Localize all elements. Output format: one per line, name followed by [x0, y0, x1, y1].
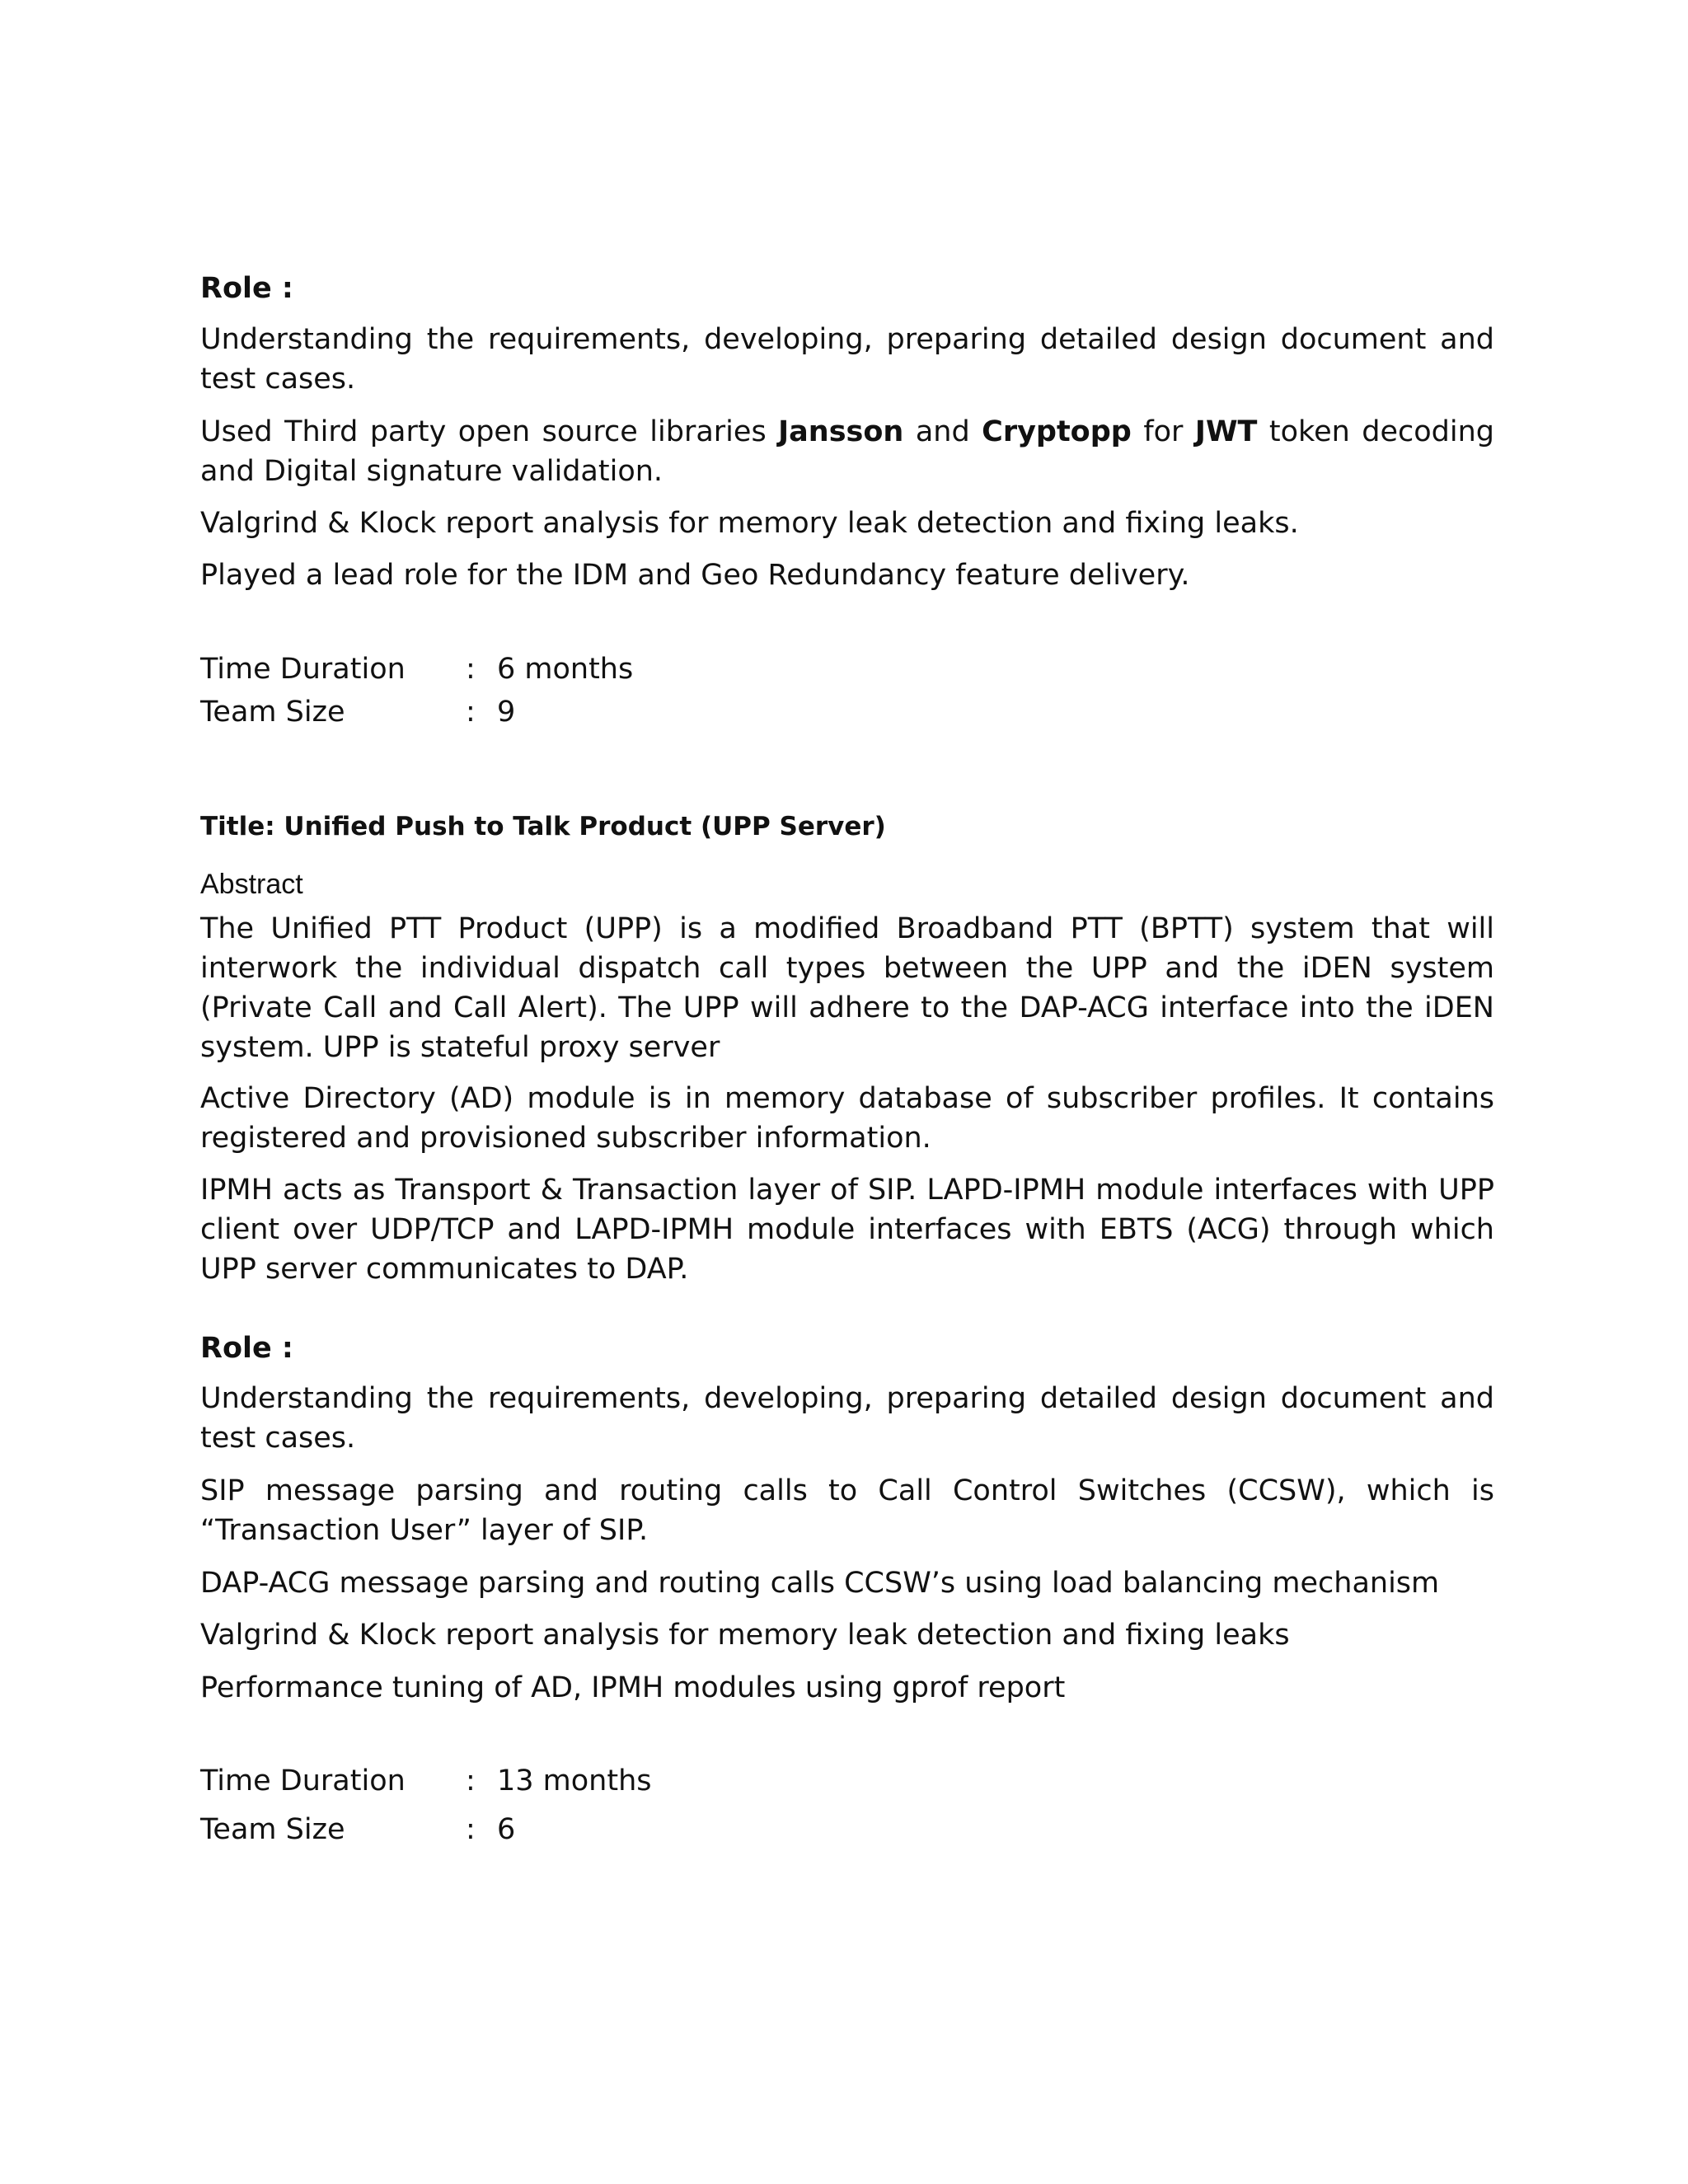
role2-paragraph-4: Valgrind & Klock report analysis for memory leak detection and fixing leaks — [200, 1619, 1290, 1652]
role1-paragraph-2 — [200, 412, 1494, 491]
team-size-row-2 — [200, 1810, 1494, 1849]
project-title: Title: Unified Push to Talk Product (UPP Server) — [200, 812, 886, 841]
colon: : — [466, 1813, 476, 1846]
role1-paragraph-3: Valgrind & Klock report analysis for memory leak detection and fixing leaks. — [200, 507, 1299, 540]
colon: : — [466, 1765, 476, 1797]
time-duration-label: Time Duration — [200, 1765, 406, 1797]
role2-paragraph-5: Performance tuning of AD, IPMH modules using gprof report — [200, 1671, 1066, 1704]
bold-cryptopp: Cryptopp — [982, 415, 1132, 448]
role-heading-1: Role : — [200, 272, 293, 305]
bold-jwt: JWT — [1194, 415, 1258, 448]
team-size-label: Team Size — [200, 696, 345, 729]
role1-paragraph-4: Played a lead role for the IDM and Geo Redundancy feature delivery. — [200, 559, 1190, 592]
team-size-row-1 — [200, 692, 1494, 732]
team-size-label: Team Size — [200, 1813, 345, 1846]
time-duration-row-1 — [200, 649, 1494, 689]
abstract-paragraph-1: The Unified PTT Product (UPP) is a modified Broadband PTT (BPTT) system that will interwork the individual dispatch call types between the UPP and the iDEN system (Private Call and Call Alert). The UPP will adhere to the DAP-ACG interface into the iDEN system. UPP is stateful proxy server — [200, 912, 1494, 1064]
time-duration-label: Time Duration — [200, 653, 406, 686]
colon: : — [466, 696, 476, 729]
role2-paragraph-2: SIP message parsing and routing calls to Call Control Switches (CCSW), which is “Transaction User” layer of SIP. — [200, 1474, 1494, 1547]
text-span: and — [903, 415, 982, 448]
text-span: Used Third party open source libraries — [200, 415, 779, 448]
role-heading-2: Role : — [200, 1332, 293, 1365]
text-span: for — [1131, 415, 1195, 448]
time-duration-value: 13 months — [497, 1765, 652, 1797]
text-span: token decoding and Digital signature validation. — [200, 415, 1494, 488]
time-duration-row-2 — [200, 1761, 1494, 1801]
abstract-paragraph-3: IPMH acts as Transport & Transaction layer of SIP. LAPD-IPMH module interfaces with UPP client over UDP/TCP and LAPD-IPMH module interfaces with EBTS (ACG) through which UPP server communicates to DAP. — [200, 1174, 1494, 1286]
abstract-paragraph-2: Active Directory (AD) module is in memory database of subscriber profiles. It contains registered and provisioned subscriber information. — [200, 1082, 1494, 1155]
team-size-value: 9 — [497, 696, 516, 729]
bold-jansson: Jansson — [778, 415, 904, 448]
team-size-value: 6 — [497, 1813, 516, 1846]
abstract-heading: Abstract — [200, 869, 303, 900]
role2-paragraph-3: DAP-ACG message parsing and routing calls CCSW’s using load balancing mechanism — [200, 1567, 1440, 1600]
role2-paragraph-1: Understanding the requirements, developing, preparing detailed design document and test cases. — [200, 1382, 1494, 1455]
role1-paragraph-1: Understanding the requirements, developing, preparing detailed design document and test cases. — [200, 323, 1494, 396]
colon: : — [466, 653, 476, 686]
time-duration-value: 6 months — [497, 653, 634, 686]
